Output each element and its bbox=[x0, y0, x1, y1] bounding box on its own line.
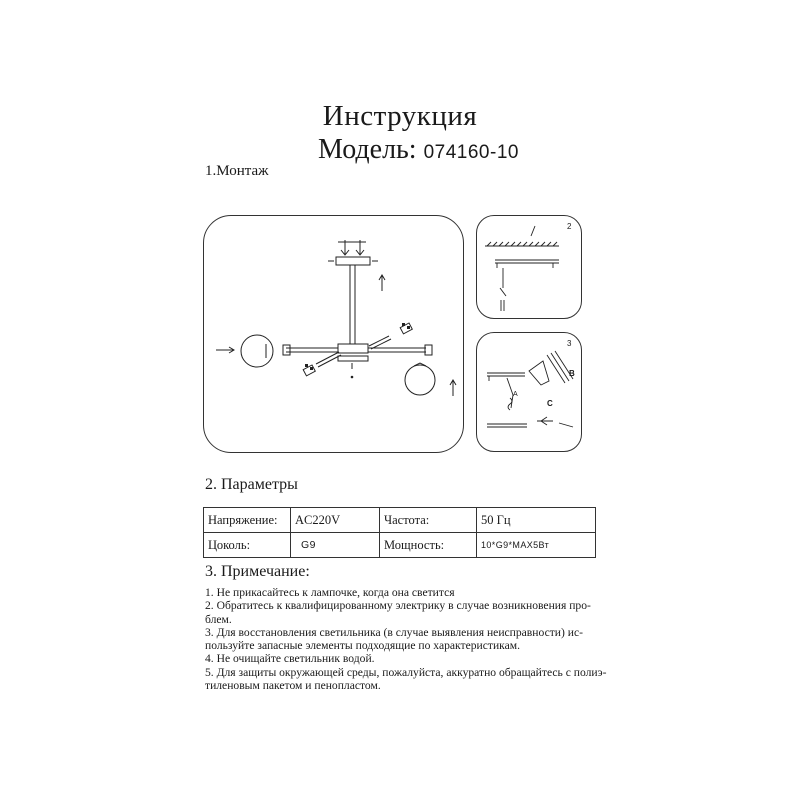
model-number: 074160-10 bbox=[423, 142, 519, 163]
param-frequency-value: 50 Гц bbox=[477, 508, 596, 533]
param-base-value: G9 bbox=[291, 533, 380, 558]
wiring-drawing bbox=[477, 333, 581, 451]
note-line: пользуйте запасные элементы подходящие по характеристикам. bbox=[205, 639, 520, 653]
page-title: Инструкция bbox=[322, 100, 478, 132]
detail-3-letter-b: B bbox=[569, 369, 576, 378]
table-row bbox=[204, 533, 596, 558]
note-line: 5. Для защиты окружающей среды, пожалуйста, аккуратно обращайтесь с полиэ- bbox=[205, 665, 607, 679]
detail-diagram-2 bbox=[476, 215, 582, 319]
note-line: 3. Для восстановления светильника (в случае выявления неисправности) ис- bbox=[205, 625, 583, 639]
ceiling-mount-drawing bbox=[477, 216, 581, 318]
model-label: Модель: bbox=[318, 134, 417, 165]
param-power-value: 10*G9*MAX5Вт bbox=[477, 533, 596, 558]
param-voltage-value: AC220V bbox=[291, 508, 380, 533]
section-parameters-heading: 2. Параметры bbox=[205, 476, 298, 493]
note-line: 2. Обратитесь к квалифицированному электрику в случае возникновения про- bbox=[205, 599, 591, 613]
table-row bbox=[204, 508, 596, 533]
notes-list bbox=[205, 586, 605, 692]
note-line: тиленовым пакетом и пенопластом. bbox=[205, 679, 381, 693]
note-line: 4. Не очищайте светильник водой. bbox=[205, 652, 375, 666]
detail-2-number: 2 bbox=[567, 222, 572, 231]
section-mounting-heading: 1.Монтаж bbox=[205, 163, 269, 179]
param-frequency-label: Частота: bbox=[380, 508, 477, 533]
note-line: 1. Не прикасайтесь к лампочке, когда она светится bbox=[205, 586, 455, 599]
model-line bbox=[318, 134, 519, 166]
detail-diagram-3 bbox=[476, 332, 582, 452]
section-notes-heading: 3. Примечание: bbox=[205, 563, 310, 580]
detail-3-letter-c: C bbox=[547, 399, 554, 408]
detail-3-number: 3 bbox=[567, 339, 572, 348]
param-base-label: Цоколь: bbox=[204, 533, 291, 558]
assembly-diagram bbox=[203, 215, 464, 453]
param-voltage-label: Напряжение: bbox=[204, 508, 291, 533]
parameters-table bbox=[203, 507, 596, 558]
param-power-label: Мощность: bbox=[380, 533, 477, 558]
assembly-drawing bbox=[204, 216, 463, 452]
detail-3-letter-a: A bbox=[513, 391, 519, 398]
note-line: блем. bbox=[205, 612, 232, 626]
